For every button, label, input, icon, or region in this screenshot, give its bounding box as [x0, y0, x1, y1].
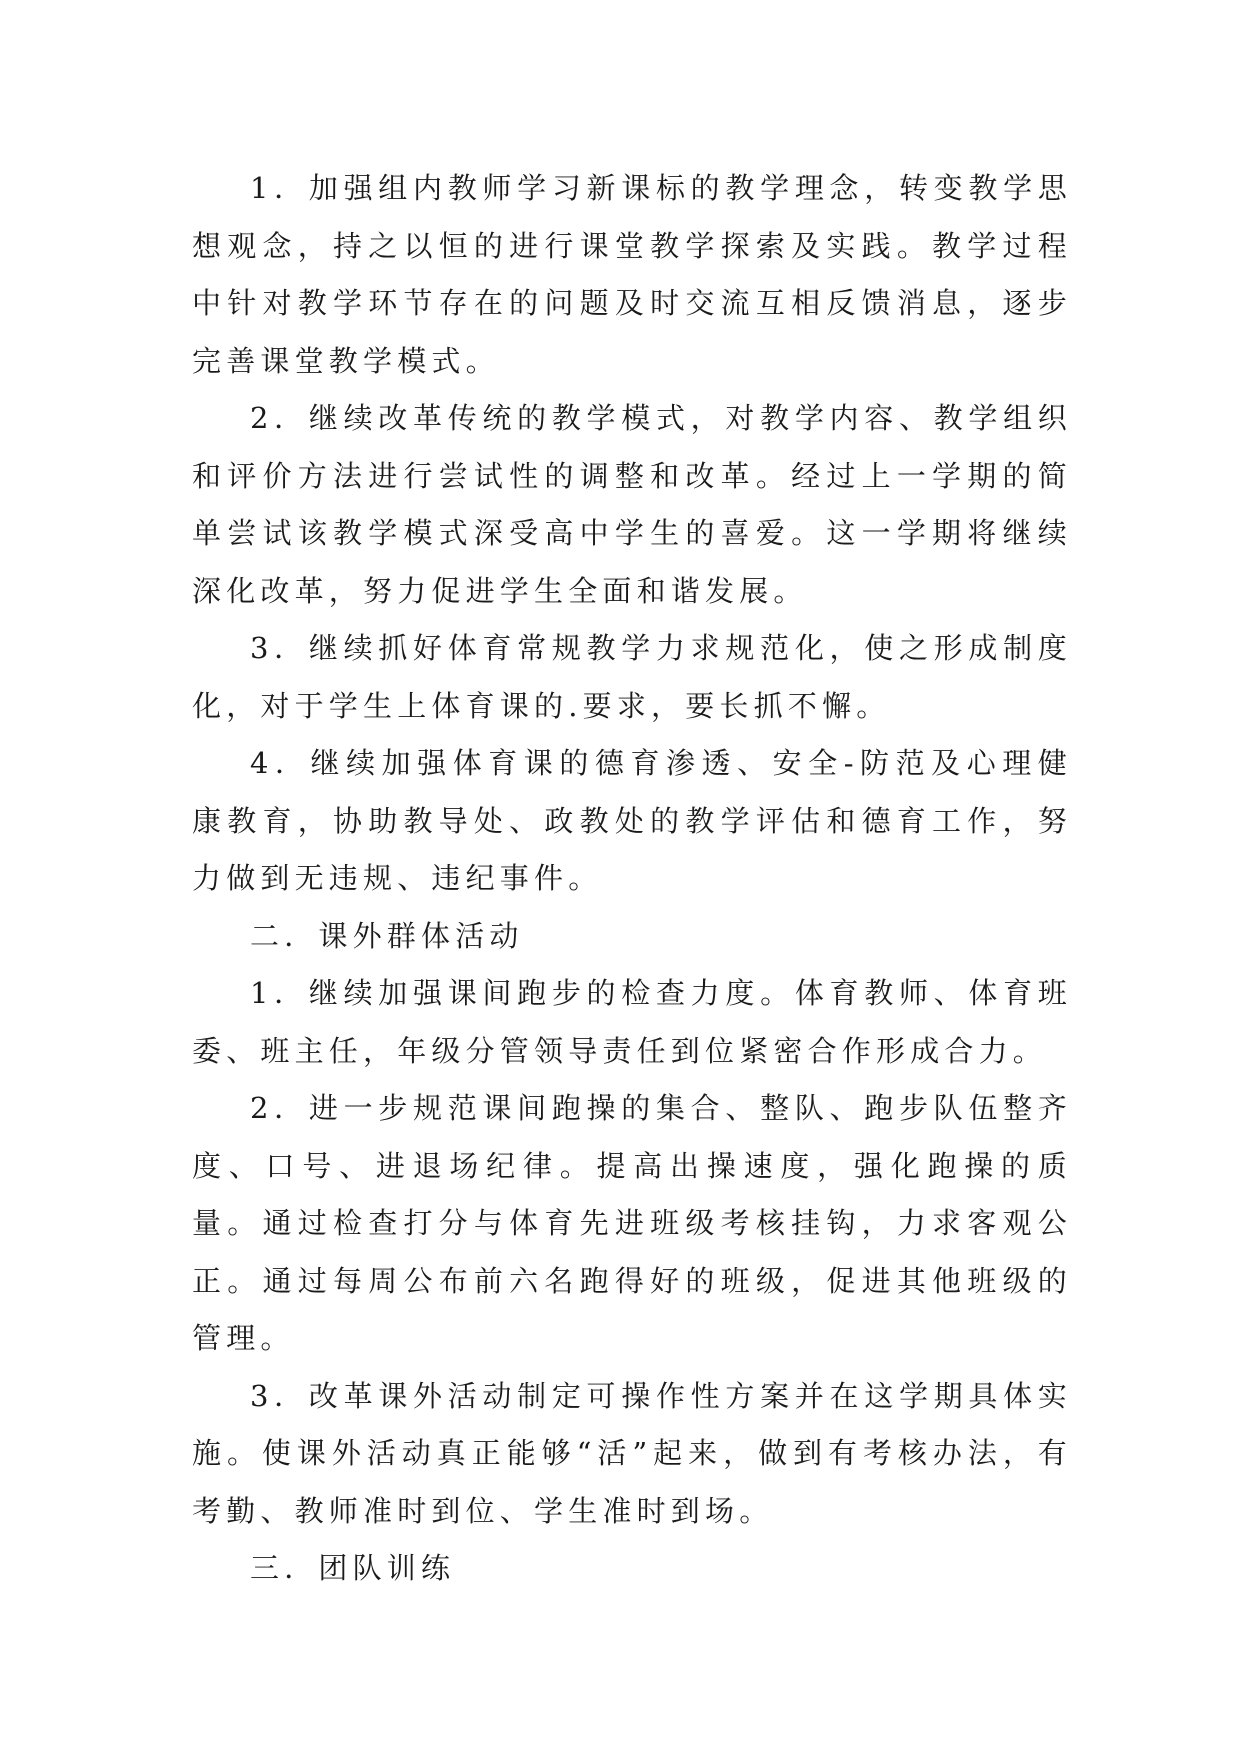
paragraph-routine-teaching: 3．继续抓好体育常规教学力求规范化，使之形成制度化，对于学生上体育课的.要求，要长抓不懈。 [192, 631, 1072, 723]
paragraph-teaching-reform: 2．继续改革传统的教学模式，对教学内容、教学组织和评价方法进行尝试性的调整和改革。经过上一学期的简单尝试该教学模式深受高中学生的喜爱。这一学期将继续深化改革，努力促进学生全面和谐发展。 [192, 401, 1072, 608]
paragraph-moral-safety-education: 4．继续加强体育课的德育渗透、安全-防范及心理健康教育，协助教导处、政教处的教学评估和德育工作，努力做到无违规、违纪事件。 [192, 746, 1072, 895]
document-body [192, 160, 1072, 1598]
paragraph-running-exercise-standards: 2．进一步规范课间跑操的集合、整队、跑步队伍整齐度、口号、进退场纪律。提高出操速度，强化跑操的质量。通过检查打分与体育先进班级考核挂钩，力求客观公正。通过每周公布前六名跑得好的班级，促进其他班级的管理。 [192, 1091, 1072, 1355]
paragraph-teaching-concept: 1．加强组内教师学习新课标的教学理念，转变教学思想观念，持之以恒的进行课堂教学探索及实践。教学过程中针对教学环节存在的问题及时交流互相反馈消息，逐步完善课堂教学模式。 [192, 171, 1072, 378]
section-heading-extracurricular: 二．课外群体活动 [250, 918, 524, 953]
section-heading-team-training: 三．团队训练 [250, 1551, 456, 1585]
paragraph-running-inspection: 1．继续加强课间跑步的检查力度。体育教师、体育班委、班主任，年级分管领导责任到位紧密合作形成合力。 [192, 976, 1072, 1068]
paragraph-extracurricular-reform: 3．改革课外活动制定可操作性方案并在这学期具体实施。使课外活动真正能够“活”起来，做到有考核办法，有考勤、教师准时到位、学生准时到场。 [192, 1378, 1072, 1528]
